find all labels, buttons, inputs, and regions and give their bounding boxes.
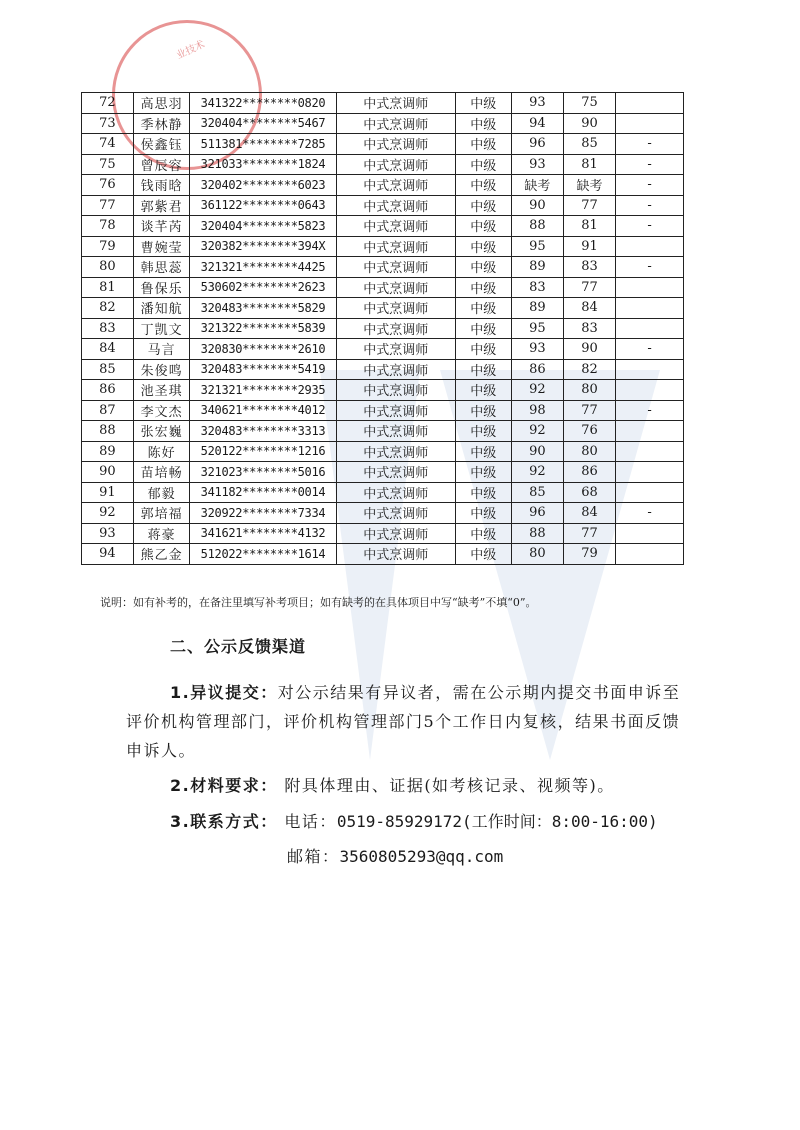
table-row (82, 154, 684, 175)
level-cell: 中级 (455, 277, 511, 298)
id-number-cell: 321322********5839 (190, 318, 336, 339)
remark-cell: - (616, 175, 684, 196)
level-cell: 中级 (455, 421, 511, 442)
practical-score-cell: 90 (563, 339, 615, 360)
row-number-cell: 93 (82, 523, 134, 544)
table-row (82, 236, 684, 257)
remark-cell: - (616, 195, 684, 216)
table-row (82, 257, 684, 278)
level-cell: 中级 (455, 93, 511, 114)
row-number-cell: 92 (82, 503, 134, 524)
table-row (82, 113, 684, 134)
practical-score-cell: 77 (563, 400, 615, 421)
occupation-cell: 中式烹调师 (336, 257, 455, 278)
level-cell: 中级 (455, 236, 511, 257)
name-cell: 马言 (133, 339, 190, 360)
practical-score-cell: 80 (563, 441, 615, 462)
occupation-cell: 中式烹调师 (336, 359, 455, 380)
table-row (82, 134, 684, 155)
occupation-cell: 中式烹调师 (336, 216, 455, 237)
level-cell: 中级 (455, 154, 511, 175)
name-cell: 潘知航 (133, 298, 190, 319)
name-cell: 丁凯文 (133, 318, 190, 339)
occupation-cell: 中式烹调师 (336, 482, 455, 503)
row-number-cell: 78 (82, 216, 134, 237)
remark-cell (616, 236, 684, 257)
objection-text: 对公示结果有异议者，需在公示期内提交书面申诉至评价机构管理部门，评价机构管理部门5个工作日内复核，结果书面反馈申诉人。 (126, 683, 681, 760)
row-number-cell: 90 (82, 462, 134, 483)
remark-cell (616, 462, 684, 483)
remark-cell: - (616, 400, 684, 421)
remark-cell (616, 380, 684, 401)
theory-score-cell: 90 (511, 195, 563, 216)
id-number-cell: 340621********4012 (190, 400, 336, 421)
theory-score-cell: 95 (511, 236, 563, 257)
id-number-cell: 320483********3313 (190, 421, 336, 442)
theory-score-cell: 86 (511, 359, 563, 380)
name-cell: 季林静 (133, 113, 190, 134)
practical-score-cell: 81 (563, 154, 615, 175)
remark-cell (616, 421, 684, 442)
row-number-cell: 82 (82, 298, 134, 319)
name-cell: 曹婉莹 (133, 236, 190, 257)
row-number-cell: 77 (82, 195, 134, 216)
level-cell: 中级 (455, 134, 511, 155)
level-cell: 中级 (455, 544, 511, 565)
theory-score-cell: 88 (511, 523, 563, 544)
id-number-cell: 511381********7285 (190, 134, 336, 155)
table-row (82, 523, 684, 544)
practical-score-cell: 79 (563, 544, 615, 565)
name-cell: 李文杰 (133, 400, 190, 421)
materials-text: 附具体理由、证据(如考核记录、视频等)。 (284, 776, 615, 795)
level-cell: 中级 (455, 380, 511, 401)
row-number-cell: 75 (82, 154, 134, 175)
table-note: 说明：如有补考的，在备注里填写补考项目；如有缺考的在具体项目中写“缺考”不填“0”。 (100, 596, 537, 609)
theory-score-cell: 83 (511, 277, 563, 298)
name-cell: 郭紫君 (133, 195, 190, 216)
remark-cell (616, 523, 684, 544)
remark-cell (616, 441, 684, 462)
paragraph-objection (126, 678, 686, 765)
practical-score-cell: 81 (563, 216, 615, 237)
occupation-cell: 中式烹调师 (336, 175, 455, 196)
row-number-cell: 87 (82, 400, 134, 421)
practical-score-cell: 85 (563, 134, 615, 155)
practical-score-cell: 84 (563, 298, 615, 319)
practical-score-cell: 84 (563, 503, 615, 524)
occupation-cell: 中式烹调师 (336, 93, 455, 114)
id-number-cell: 530602********2623 (190, 277, 336, 298)
practical-score-cell: 82 (563, 359, 615, 380)
id-number-cell: 321023********5016 (190, 462, 336, 483)
occupation-cell: 中式烹调师 (336, 113, 455, 134)
practical-score-cell: 77 (563, 277, 615, 298)
theory-score-cell: 98 (511, 400, 563, 421)
name-cell: 池圣琪 (133, 380, 190, 401)
theory-score-cell: 89 (511, 257, 563, 278)
table-row (82, 298, 684, 319)
occupation-cell: 中式烹调师 (336, 462, 455, 483)
level-cell: 中级 (455, 441, 511, 462)
level-cell: 中级 (455, 298, 511, 319)
id-number-cell: 512022********1614 (190, 544, 336, 565)
practical-score-cell: 76 (563, 421, 615, 442)
practical-score-cell: 75 (563, 93, 615, 114)
remark-cell: - (616, 257, 684, 278)
id-number-cell: 341182********0014 (190, 482, 336, 503)
theory-score-cell: 93 (511, 154, 563, 175)
id-number-cell: 361122********0643 (190, 195, 336, 216)
remark-cell (616, 113, 684, 134)
remark-cell: - (616, 503, 684, 524)
row-number-cell: 74 (82, 134, 134, 155)
theory-score-cell: 96 (511, 134, 563, 155)
name-cell: 高思羽 (133, 93, 190, 114)
remark-cell (616, 93, 684, 114)
theory-score-cell: 85 (511, 482, 563, 503)
name-cell: 张宏巍 (133, 421, 190, 442)
practical-score-cell: 83 (563, 257, 615, 278)
theory-score-cell: 96 (511, 503, 563, 524)
phone-label: 电话： (284, 812, 337, 831)
remark-cell: - (616, 154, 684, 175)
name-cell: 蒋豪 (133, 523, 190, 544)
table-row (82, 380, 684, 401)
row-number-cell: 73 (82, 113, 134, 134)
table-row (82, 462, 684, 483)
occupation-cell: 中式烹调师 (336, 380, 455, 401)
occupation-cell: 中式烹调师 (336, 298, 455, 319)
practical-score-cell: 83 (563, 318, 615, 339)
occupation-cell: 中式烹调师 (336, 277, 455, 298)
occupation-cell: 中式烹调师 (336, 339, 455, 360)
name-cell: 朱俊鸣 (133, 359, 190, 380)
row-number-cell: 86 (82, 380, 134, 401)
table-row (82, 195, 684, 216)
id-number-cell: 321321********2935 (190, 380, 336, 401)
row-number-cell: 85 (82, 359, 134, 380)
name-cell: 苗培畅 (133, 462, 190, 483)
id-number-cell: 321033********1824 (190, 154, 336, 175)
table-row (82, 482, 684, 503)
theory-score-cell: 93 (511, 93, 563, 114)
occupation-cell: 中式烹调师 (336, 441, 455, 462)
level-cell: 中级 (455, 339, 511, 360)
contact-label: 3.联系方式： (170, 812, 278, 831)
phone-value: 0519-85929172(工作时间：8:00-16:00) (336, 812, 658, 831)
section-title: 二、公示反馈渠道 (170, 637, 307, 656)
row-number-cell: 76 (82, 175, 134, 196)
occupation-cell: 中式烹调师 (336, 421, 455, 442)
table-row (82, 216, 684, 237)
name-cell: 韩思蕊 (133, 257, 190, 278)
materials-label: 2.材料要求： (170, 776, 278, 795)
id-number-cell: 320402********6023 (190, 175, 336, 196)
theory-score-cell: 缺考 (511, 175, 563, 196)
results-table (81, 92, 684, 565)
email-label: 邮箱： (287, 847, 340, 866)
theory-score-cell: 89 (511, 298, 563, 319)
practical-score-cell: 80 (563, 380, 615, 401)
occupation-cell: 中式烹调师 (336, 236, 455, 257)
name-cell: 钱雨晗 (133, 175, 190, 196)
id-number-cell: 341322********0820 (190, 93, 336, 114)
name-cell: 郁毅 (133, 482, 190, 503)
remark-cell: - (616, 216, 684, 237)
theory-score-cell: 92 (511, 462, 563, 483)
occupation-cell: 中式烹调师 (336, 195, 455, 216)
row-number-cell: 89 (82, 441, 134, 462)
practical-score-cell: 90 (563, 113, 615, 134)
theory-score-cell: 95 (511, 318, 563, 339)
row-number-cell: 83 (82, 318, 134, 339)
theory-score-cell: 92 (511, 421, 563, 442)
level-cell: 中级 (455, 175, 511, 196)
table-row (82, 277, 684, 298)
occupation-cell: 中式烹调师 (336, 400, 455, 421)
theory-score-cell: 80 (511, 544, 563, 565)
table-row (82, 339, 684, 360)
level-cell: 中级 (455, 482, 511, 503)
id-number-cell: 321321********4425 (190, 257, 336, 278)
theory-score-cell: 93 (511, 339, 563, 360)
practical-score-cell: 68 (563, 482, 615, 503)
practical-score-cell: 缺考 (563, 175, 615, 196)
name-cell: 熊乙金 (133, 544, 190, 565)
name-cell: 鲁保乐 (133, 277, 190, 298)
remark-cell: - (616, 339, 684, 360)
occupation-cell: 中式烹调师 (336, 523, 455, 544)
practical-score-cell: 86 (563, 462, 615, 483)
level-cell: 中级 (455, 359, 511, 380)
id-number-cell: 520122********1216 (190, 441, 336, 462)
table-row (82, 400, 684, 421)
id-number-cell: 320483********5829 (190, 298, 336, 319)
remark-cell (616, 359, 684, 380)
practical-score-cell: 77 (563, 195, 615, 216)
table-row (82, 544, 684, 565)
occupation-cell: 中式烹调师 (336, 154, 455, 175)
id-number-cell: 320382********394X (190, 236, 336, 257)
occupation-cell: 中式烹调师 (336, 503, 455, 524)
paragraph-email (287, 842, 503, 871)
objection-label: 1.异议提交： (170, 683, 278, 702)
remark-cell: - (616, 134, 684, 155)
remark-cell (616, 298, 684, 319)
occupation-cell: 中式烹调师 (336, 544, 455, 565)
table-row (82, 441, 684, 462)
occupation-cell: 中式烹调师 (336, 318, 455, 339)
level-cell: 中级 (455, 462, 511, 483)
level-cell: 中级 (455, 257, 511, 278)
level-cell: 中级 (455, 113, 511, 134)
paragraph-contact (170, 807, 658, 836)
theory-score-cell: 90 (511, 441, 563, 462)
table-row (82, 93, 684, 114)
id-number-cell: 320404********5823 (190, 216, 336, 237)
table-row (82, 503, 684, 524)
level-cell: 中级 (455, 216, 511, 237)
occupation-cell: 中式烹调师 (336, 134, 455, 155)
id-number-cell: 320830********2610 (190, 339, 336, 360)
row-number-cell: 84 (82, 339, 134, 360)
name-cell: 曾辰容 (133, 154, 190, 175)
email-value: 3560805293@qq.com (339, 847, 504, 866)
id-number-cell: 341621********4132 (190, 523, 336, 544)
row-number-cell: 79 (82, 236, 134, 257)
level-cell: 中级 (455, 523, 511, 544)
id-number-cell: 320483********5419 (190, 359, 336, 380)
remark-cell (616, 544, 684, 565)
row-number-cell: 81 (82, 277, 134, 298)
table-row (82, 359, 684, 380)
name-cell: 郭培福 (133, 503, 190, 524)
theory-score-cell: 92 (511, 380, 563, 401)
level-cell: 中级 (455, 195, 511, 216)
official-seal-text: 业技术 (174, 38, 207, 62)
row-number-cell: 94 (82, 544, 134, 565)
name-cell: 陈好 (133, 441, 190, 462)
remark-cell (616, 318, 684, 339)
row-number-cell: 72 (82, 93, 134, 114)
name-cell: 侯鑫钰 (133, 134, 190, 155)
paragraph-materials (170, 771, 615, 800)
practical-score-cell: 77 (563, 523, 615, 544)
remark-cell (616, 482, 684, 503)
practical-score-cell: 91 (563, 236, 615, 257)
level-cell: 中级 (455, 318, 511, 339)
row-number-cell: 80 (82, 257, 134, 278)
table-row (82, 421, 684, 442)
id-number-cell: 320404********5467 (190, 113, 336, 134)
theory-score-cell: 88 (511, 216, 563, 237)
table-row (82, 175, 684, 196)
row-number-cell: 88 (82, 421, 134, 442)
level-cell: 中级 (455, 503, 511, 524)
theory-score-cell: 94 (511, 113, 563, 134)
row-number-cell: 91 (82, 482, 134, 503)
name-cell: 谈芊芮 (133, 216, 190, 237)
remark-cell (616, 277, 684, 298)
id-number-cell: 320922********7334 (190, 503, 336, 524)
level-cell: 中级 (455, 400, 511, 421)
table-row (82, 318, 684, 339)
